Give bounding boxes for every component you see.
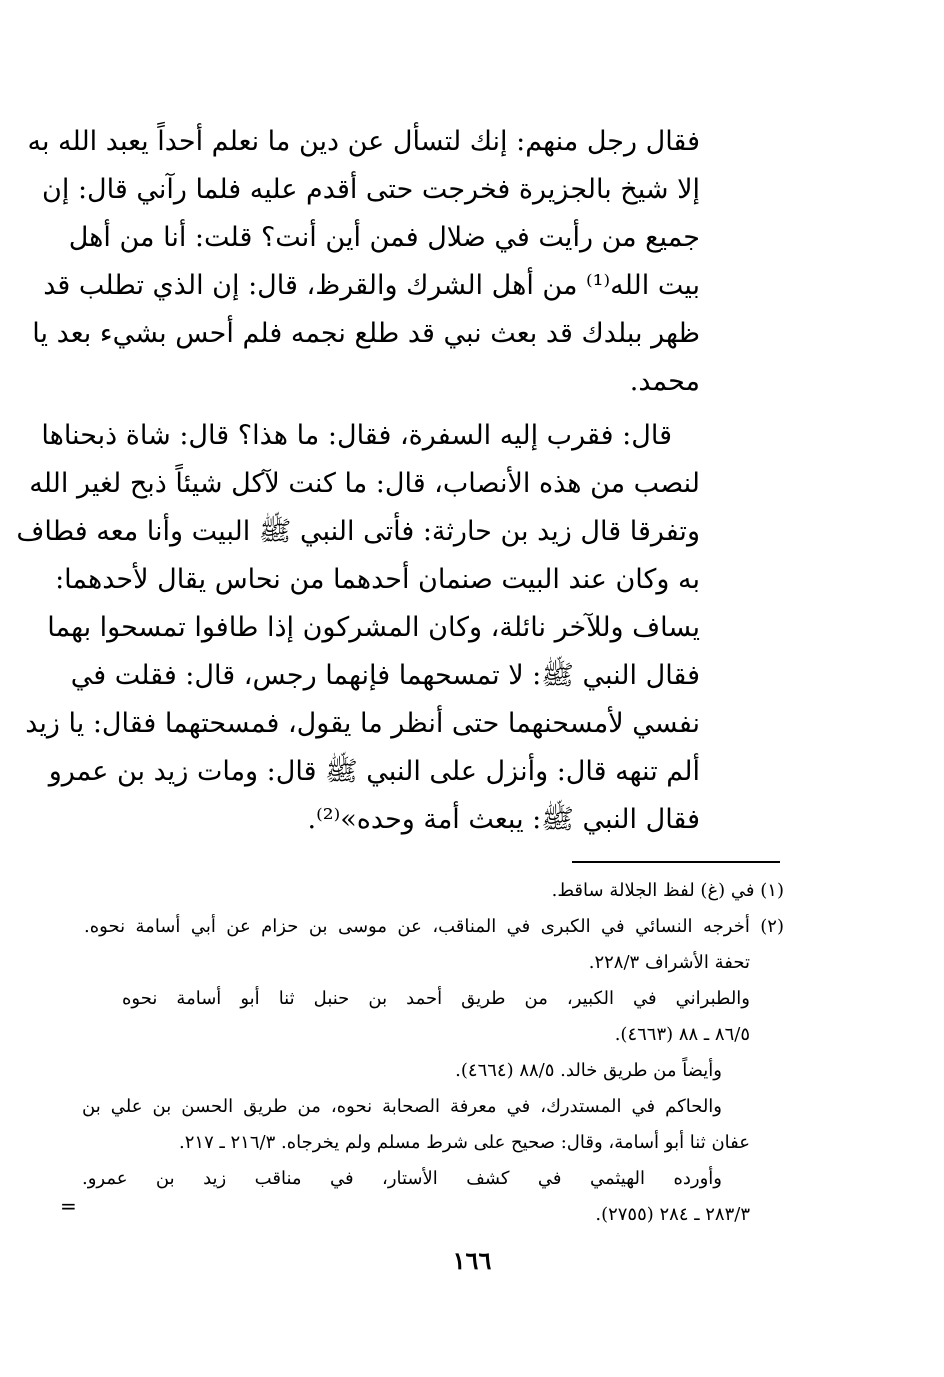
margin-mark: = bbox=[60, 1194, 77, 1218]
body-line: فقال النبي ﷺ: يبعث أمة وحده»⁽²⁾. bbox=[307, 804, 700, 835]
footnote-line: والحاكم في المستدرك، في معرفة الصحابة نحوه، من طريق الحسن بن علي بن bbox=[82, 1096, 722, 1117]
body-line: ألم تنهه قال: وأنزل على النبي ﷺ قال: ومات زيد بن عمرو bbox=[48, 756, 700, 787]
body-line: ظهر ببلدك قد بعث نبي قد طلع نجمه فلم أحس بشيء بعد يا bbox=[32, 318, 700, 349]
body-line: فقال رجل منهم: إنك لتسأل عن دين ما نعلم أحداً يعبد الله به bbox=[27, 126, 700, 157]
footnote-line: تحفة الأشراف ٢٢٨/٣. bbox=[588, 952, 750, 973]
page-number: ١٦٦ bbox=[452, 1246, 492, 1275]
body-line: قال: فقرب إليه السفرة، فقال: ما هذا؟ قال: شاة ذبحناها bbox=[41, 420, 672, 451]
footnote-line: والطبراني في الكبير، من طريق أحمد بن حنبل ثنا أبو أسامة نحوه bbox=[122, 988, 750, 1009]
footnote-line: وأيضاً من طريق خالد. ٨٨/٥ (٤٦٦٤). bbox=[455, 1060, 722, 1081]
body-line: به وكان عند البيت صنمان أحدهما من نحاس يقال لأحدهما: bbox=[55, 564, 700, 595]
footnote-line: ٨٦/٥ ـ ٨٨ (٤٦٦٣). bbox=[614, 1024, 750, 1045]
body-line: لنصب من هذه الأنصاب، قال: ما كنت لآكل شيئاً ذبح لغير الله bbox=[29, 468, 700, 499]
body-line: بيت الله⁽¹⁾ من أهل الشرك والقرظ، قال: إن الذي تطلب قد bbox=[43, 270, 700, 301]
footnote-line: وأورده الهيثمي في كشف الأستار، في مناقب زيد بن عمرو. bbox=[82, 1168, 722, 1189]
body-line: محمد. bbox=[629, 366, 700, 397]
footnote-line: ٢٨٣/٣ ـ ٢٨٤ (٢٧٥٥). bbox=[595, 1204, 750, 1225]
body-line: نفسي لأمسحنهما حتى أنظر ما يقول، فمسحتهما فقال: يا زيد bbox=[25, 708, 700, 739]
body-line: إلا شيخ بالجزيرة فخرجت حتى أقدم عليه فلما رآني قال: إن bbox=[42, 174, 700, 205]
footnote-separator bbox=[572, 861, 780, 863]
footnote-line: (٢) أخرجه النسائي في الكبرى في المناقب، عن موسى بن حزام عن أبي أسامة نحوه. bbox=[84, 916, 784, 937]
footnote-line: عفان ثنا أبو أسامة، وقال: صحيح على شرط مسلم ولم يخرجاه. ٢١٦/٣ ـ ٢١٧. bbox=[179, 1132, 750, 1153]
body-line: جميع من رأيت في ضلال فمن أين أنت؟ قلت: أنا من أهل bbox=[68, 222, 700, 253]
body-line: فقال النبي ﷺ: لا تمسحهما فإنهما رجس، قال: فقلت في bbox=[70, 660, 700, 691]
body-line: يساف وللآخر نائلة، وكان المشركون إذا طافوا تمسحوا بهما bbox=[47, 612, 700, 643]
body-line: وتفرقا قال زيد بن حارثة: فأتى النبي ﷺ البيت وأنا معه فطاف bbox=[16, 516, 700, 547]
footnote-line: (١) في (غ) لفظ الجلالة ساقط. bbox=[551, 880, 784, 901]
